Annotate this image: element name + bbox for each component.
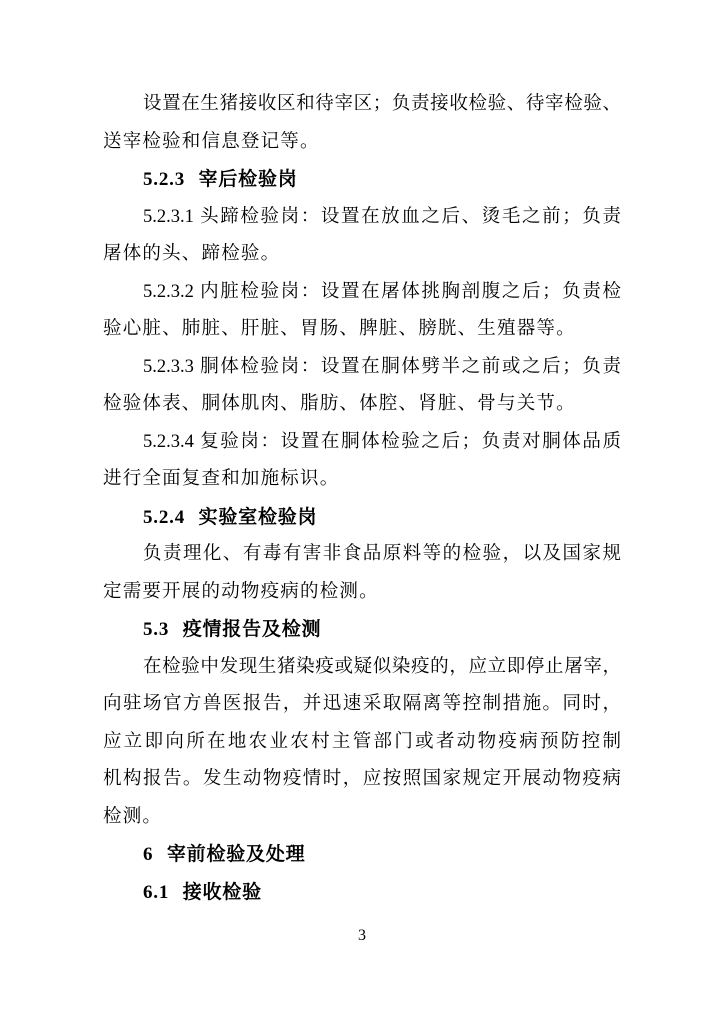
section-heading: 6 宰前检验及处理 — [143, 844, 306, 865]
page-number: 3 — [358, 927, 366, 944]
text-line: 5.2.3.1 头蹄检验岗：设置在放血之后、烫毛之前；负责 — [143, 206, 621, 227]
text-line: 屠体的头、蹄检验。 — [103, 244, 281, 264]
text-line: 验心脏、肺脏、肝脏、胃肠、脾脏、膀胱、生殖器等。 — [103, 319, 576, 339]
text-line: 向驻场官方兽医报告，并迅速采取隔离等控制措施。同时， — [103, 694, 621, 714]
text-line: 负责理化、有毒有害非食品原料等的检验，以及国家规 — [143, 544, 621, 564]
section-heading: 5.3 疫情报告及检测 — [143, 619, 322, 640]
section-heading: 5.2.3 宰后检验岗 — [143, 169, 298, 190]
text-line: 检验体表、胴体肌肉、脂肪、体腔、肾脏、骨与关节。 — [103, 394, 576, 414]
section-heading: 5.2.4 实验室检验岗 — [143, 506, 318, 528]
section-heading: 6.1 接收检验 — [143, 881, 262, 903]
text-line: 5.2.3.4 复验岗：设置在胴体检验之后；负责对胴体品质 — [143, 431, 621, 452]
text-line: 5.2.3.2 内脏检验岗：设置在屠体挑胸剖腹之后；负责检 — [143, 281, 621, 302]
text-line: 应立即向所在地农业农村主管部门或者动物疫病预防控制 — [103, 731, 621, 752]
text-line: 定需要开展的动物疫病的检测。 — [103, 581, 379, 602]
text-line: 设置在生猪接收区和待宰区；负责接收检验、待宰检验、 — [143, 94, 621, 114]
text-line: 送宰检验和信息登记等。 — [103, 131, 320, 152]
text-line: 进行全面复查和加施标识。 — [103, 469, 340, 489]
document-body — [103, 86, 621, 911]
text-line: 检测。 — [103, 806, 163, 827]
text-line: 机构报告。发生动物疫情时，应按照国家规定开展动物疫病 — [103, 769, 621, 789]
text-line: 5.2.3.3 胴体检验岗：设置在胴体劈半之前或之后；负责 — [143, 356, 621, 377]
text-line: 在检验中发现生猪染疫或疑似染疫的，应立即停止屠宰， — [143, 656, 621, 677]
